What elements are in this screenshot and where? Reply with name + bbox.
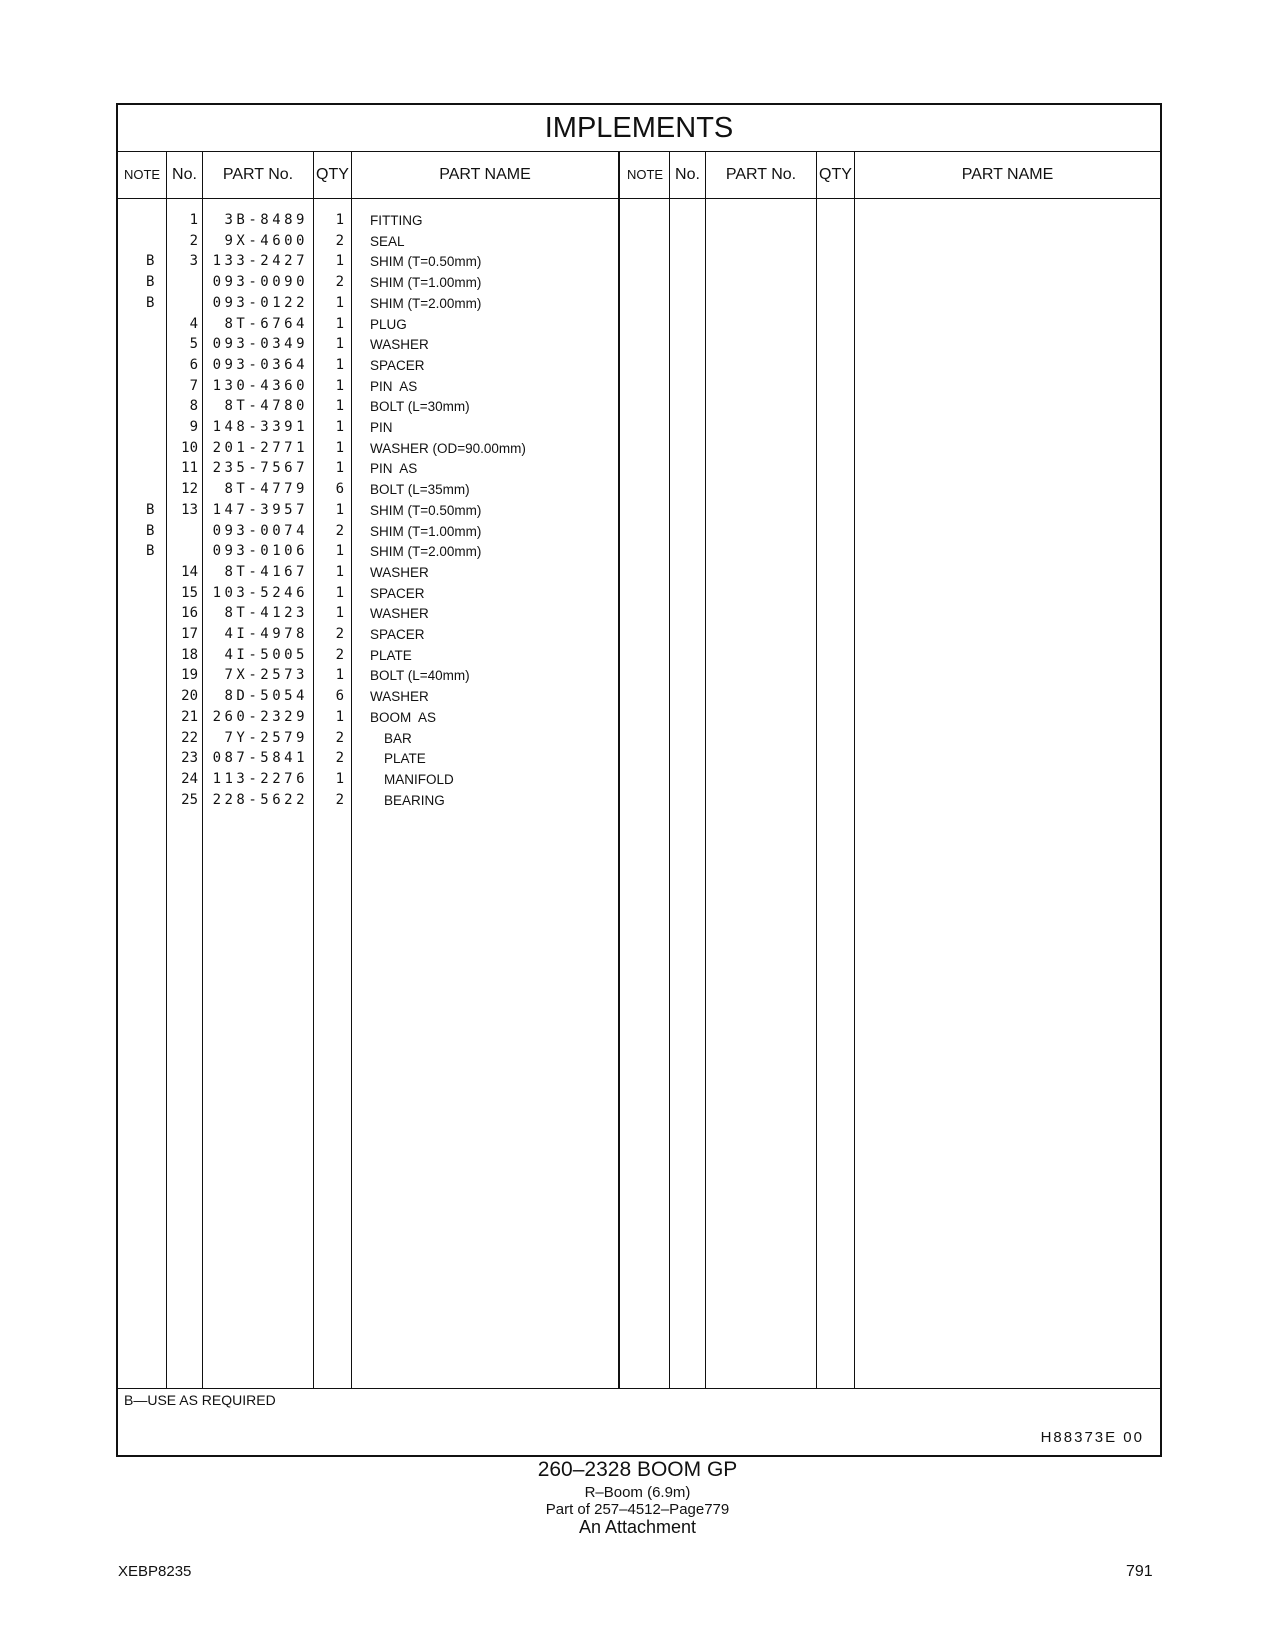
part-number-cell: 087-5841 (212, 750, 308, 767)
item-number-cell: 21 (181, 708, 198, 725)
header-part-name: PART NAME (439, 166, 531, 183)
table-row (118, 314, 618, 335)
table-row (118, 790, 618, 811)
item-number-cell: 15 (181, 584, 198, 601)
part-name-cell: SHIM (T=0.50mm) (370, 254, 482, 270)
item-number-cell: 17 (181, 626, 198, 642)
table-row (118, 376, 618, 397)
part-name-cell: BOLT (L=40mm) (370, 668, 470, 684)
part-name-cell: BOOM AS (370, 709, 437, 725)
caption-attachment: An Attachment (578, 1517, 697, 1537)
item-number-cell: 22 (181, 729, 198, 746)
quantity-cell: 1 (335, 543, 344, 560)
part-name-cell: SEAL (370, 233, 405, 249)
caption-title: 260–2328 BOOM GP (537, 1458, 738, 1481)
document-id: XEBP8235 (118, 1563, 192, 1580)
table-row (118, 686, 618, 707)
header-part-no: PART No. (222, 166, 294, 183)
part-name-cell: SPACER (370, 585, 425, 601)
part-name-cell: WASHER (370, 689, 429, 705)
table-row (118, 583, 618, 604)
part-name-cell: FITTING (370, 213, 423, 228)
header-note-right: NOTE (626, 167, 664, 182)
column-divider (816, 152, 817, 1389)
part-name-cell: SHIM (T=1.00mm) (370, 523, 482, 539)
table-row (118, 769, 618, 790)
quantity-cell: 1 (335, 336, 344, 353)
part-number-cell: 8T-4167 (224, 563, 308, 580)
table-row (118, 645, 618, 666)
note-cell: B (146, 522, 155, 539)
footnote: B―USE AS REQUIRED (124, 1392, 276, 1408)
part-number-cell: 4I-4978 (224, 626, 308, 642)
part-name-cell: MANIFOLD (384, 771, 454, 787)
quantity-cell: 1 (335, 419, 344, 435)
item-number-cell: 2 (189, 232, 198, 249)
item-number-cell: 14 (181, 563, 198, 580)
item-number-cell: 25 (181, 791, 198, 808)
quantity-cell: 1 (335, 377, 344, 394)
part-number-cell: 113-2276 (212, 770, 308, 787)
part-name-cell: PLUG (370, 316, 407, 332)
part-number-cell: 093-0349 (212, 336, 308, 353)
part-number-cell: 228-5622 (212, 791, 308, 808)
part-number-cell: 8T-6764 (224, 315, 308, 332)
quantity-cell: 1 (335, 501, 344, 518)
part-number-cell: 093-0364 (212, 356, 308, 373)
part-number-cell: 7X-2573 (224, 667, 308, 684)
part-name-cell: SPACER (370, 627, 425, 642)
quantity-cell: 2 (335, 791, 344, 808)
quantity-cell: 2 (335, 750, 344, 767)
part-number-cell: 8T-4780 (224, 398, 308, 415)
part-name-cell: PIN (370, 420, 393, 435)
column-divider (705, 152, 706, 1389)
part-name-cell: SPACER (370, 357, 425, 373)
item-number-cell: 3 (189, 253, 198, 270)
part-number-cell: 7Y-2579 (224, 729, 308, 746)
part-name-cell: SHIM (T=2.00mm) (370, 295, 482, 311)
table-row (118, 334, 618, 355)
quantity-cell: 2 (335, 232, 344, 249)
item-number-cell: 10 (181, 439, 198, 456)
part-name-cell: WASHER (370, 606, 429, 622)
table-row (118, 521, 618, 542)
page-number: 791 (1126, 1563, 1153, 1580)
table-row (118, 707, 618, 728)
quantity-cell: 1 (335, 770, 344, 787)
table-row (118, 293, 618, 314)
header-part-no-right: PART No. (725, 166, 797, 183)
table-row (118, 624, 618, 645)
part-name-cell: WASHER (OD=90.00mm) (370, 440, 526, 456)
part-name-cell: SHIM (T=2.00mm) (370, 544, 482, 560)
quantity-cell: 1 (335, 398, 344, 415)
item-number-cell: 4 (189, 315, 198, 332)
part-number-cell: 235-7567 (212, 460, 308, 477)
table-row (118, 728, 618, 749)
part-name-cell: WASHER (370, 337, 429, 353)
quantity-cell: 1 (335, 253, 344, 270)
part-number-cell: 8T-4123 (224, 605, 308, 622)
part-number-cell: 8D-5054 (224, 688, 308, 705)
header-qty-right: QTY (819, 166, 852, 183)
note-cell: B (146, 501, 155, 518)
part-number-cell: 9X-4600 (224, 232, 308, 249)
column-divider (854, 152, 855, 1389)
part-name-cell: PIN AS (370, 378, 418, 394)
quantity-cell: 1 (335, 294, 344, 311)
item-number-cell: 5 (189, 336, 198, 353)
item-number-cell: 12 (181, 481, 198, 498)
table-row (118, 541, 618, 562)
header-part-name-right: PART NAME (961, 166, 1054, 183)
item-number-cell: 23 (181, 750, 198, 767)
quantity-cell: 6 (335, 688, 344, 705)
table-row (118, 417, 618, 438)
quantity-cell: 2 (335, 274, 344, 291)
quantity-cell: 2 (335, 626, 344, 642)
table-row (118, 438, 618, 459)
item-number-cell: 7 (189, 377, 198, 394)
item-number-cell: 1 (189, 212, 198, 228)
note-cell: B (146, 274, 155, 291)
quantity-cell: 1 (335, 563, 344, 580)
quantity-cell: 1 (335, 605, 344, 622)
part-number-cell: 093-0122 (212, 294, 308, 311)
table-row (118, 251, 618, 272)
quantity-cell: 2 (335, 522, 344, 539)
part-name-cell: BOLT (L=35mm) (370, 482, 470, 498)
table-row (118, 748, 618, 769)
table-row (118, 562, 618, 583)
part-number-cell: 093-0090 (212, 274, 308, 291)
part-number-cell: 133-2427 (212, 253, 308, 270)
part-name-cell: SHIM (T=0.50mm) (370, 502, 482, 518)
item-number-cell: 19 (181, 667, 198, 684)
part-name-cell: BOLT (L=30mm) (370, 399, 470, 415)
item-number-cell: 13 (181, 501, 198, 518)
quantity-cell: 1 (335, 439, 344, 456)
caption-part-of: Part of 257–4512–Page779 (545, 1501, 730, 1518)
table-row (118, 479, 618, 500)
quantity-cell: 1 (335, 460, 344, 477)
item-number-cell: 20 (181, 688, 198, 705)
item-number-cell: 16 (181, 605, 198, 622)
part-number-cell: 8T-4779 (224, 481, 308, 498)
item-number-cell: 9 (189, 419, 198, 435)
note-cell: B (146, 294, 155, 311)
item-number-cell: 11 (181, 460, 198, 477)
part-number-cell: 093-0074 (212, 522, 308, 539)
part-name-cell: BAR (384, 730, 412, 746)
part-name-cell: PIN AS (370, 461, 418, 477)
quantity-cell: 1 (335, 708, 344, 725)
part-number-cell: 148-3391 (212, 419, 308, 435)
part-number-cell: 260-2329 (212, 708, 308, 725)
header-no: No. (172, 166, 197, 183)
caption-subtitle: R–Boom (6.9m) (584, 1484, 691, 1501)
table-header (118, 152, 1160, 199)
part-name-cell: PLATE (370, 647, 412, 663)
table-row (118, 500, 618, 521)
part-number-cell: 147-3957 (212, 501, 308, 518)
quantity-cell: 1 (335, 584, 344, 601)
table-row (118, 396, 618, 417)
quantity-cell: 1 (335, 356, 344, 373)
reference-code: H88373E 00 (1040, 1429, 1144, 1446)
part-number-cell: 201-2771 (212, 439, 308, 456)
part-number-cell: 103-5246 (212, 584, 308, 601)
part-name-cell: PLATE (384, 751, 426, 767)
item-number-cell: 6 (189, 356, 198, 373)
header-qty: QTY (316, 166, 349, 183)
item-number-cell: 18 (181, 646, 198, 663)
header-no-right: No. (675, 166, 700, 183)
table-row (118, 231, 618, 252)
column-divider (669, 152, 670, 1389)
table-title: IMPLEMENTS (118, 105, 1160, 152)
table-row (118, 272, 618, 293)
header-note: NOTE (123, 167, 161, 182)
table-row (118, 458, 618, 479)
quantity-cell: 2 (335, 646, 344, 663)
table-row (118, 355, 618, 376)
part-name-cell: BEARING (384, 792, 445, 808)
footer-divider (118, 1388, 1160, 1389)
quantity-cell: 1 (335, 667, 344, 684)
part-name-cell: SHIM (T=1.00mm) (370, 275, 482, 291)
quantity-cell: 2 (335, 729, 344, 746)
quantity-cell: 1 (335, 212, 344, 228)
note-cell: B (146, 543, 155, 560)
quantity-cell: 6 (335, 481, 344, 498)
part-number-cell: 3B-8489 (224, 212, 308, 228)
table-row (118, 210, 618, 231)
note-cell: B (146, 253, 155, 270)
item-number-cell: 24 (181, 770, 198, 787)
parts-table-frame (116, 103, 1162, 1457)
part-number-cell: 130-4360 (212, 377, 308, 394)
part-number-cell: 4I-5005 (224, 646, 308, 663)
part-name-cell: WASHER (370, 564, 429, 580)
part-number-cell: 093-0106 (212, 543, 308, 560)
table-row (118, 603, 618, 624)
quantity-cell: 1 (335, 315, 344, 332)
item-number-cell: 8 (189, 398, 198, 415)
table-row (118, 665, 618, 686)
